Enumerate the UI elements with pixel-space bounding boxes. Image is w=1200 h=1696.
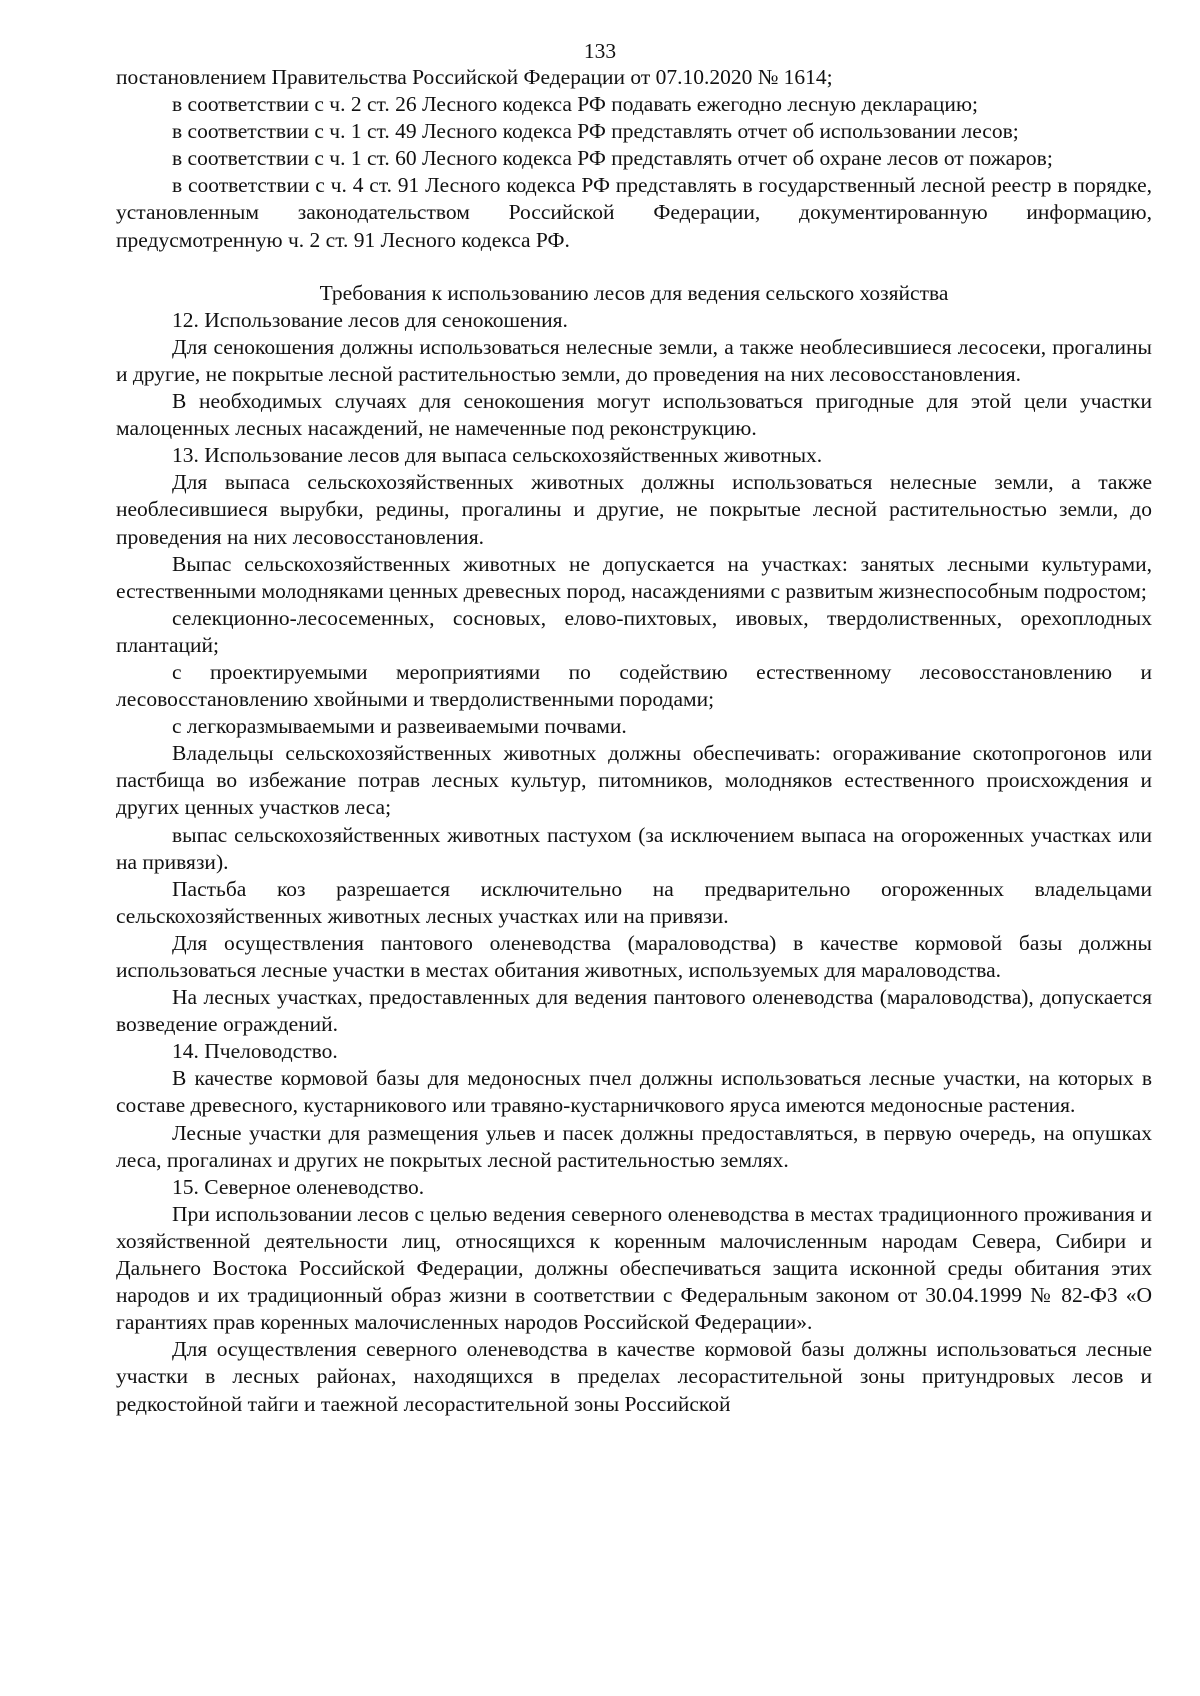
paragraph: с проектируемыми мероприятиями по содействию естественному лесовосстановлению и лесовосстановлению хвойными и твердолиственными породами; (116, 659, 1152, 712)
paragraph: В качестве кормовой базы для медоносных пчел должны использоваться лесные участки, на которых в составе древесного, кустарникового или травяно-кустарничкового яруса имеются медоносные растения. (116, 1066, 1152, 1118)
paragraph: Владельцы сельскохозяйственных животных должны обеспечивать: огораживание скотопрогонов или пастбища во избежание потрав лесных культур, питомников, молодняков естественного происхождения и других ценных участков леса; (116, 741, 1152, 820)
section-heading: Требования к использованию лесов для ведения сельского хозяйства (319, 280, 949, 305)
paragraph: 13. Использование лесов для выпаса сельскохозяйственных животных. (172, 443, 823, 468)
paragraph: Для осуществления северного оленеводства в качестве кормовой базы должны использоваться лесные участки в лесных районах, находящихся в пределах лесорастительной зоны притундровых лесов и редкостойной тайги и таежной лесорастительной зоны Российской (116, 1337, 1152, 1416)
paragraph: На лесных участках, предоставленных для ведения пантового оленеводства (мараловодства), допускается возведение ограждений. (116, 985, 1152, 1037)
paragraph: При использовании лесов с целью ведения северного оленеводства в местах традиционного проживания и хозяйственной деятельности лиц, относящихся к коренным малочисленным народам Севера, Сибири и Дальнего Востока Российской Федерации, должны обеспечиваться защита исконной среды обитания этих народов и их традиционный образ жизни в соответствии с Федеральным законом от 30.04.1999 № 82-ФЗ «О гарантиях прав коренных малочисленных народов Российской Федерации». (116, 1201, 1152, 1335)
paragraph: в соответствии с ч. 1 ст. 60 Лесного кодекса РФ представлять отчет об охране лесов от пожаров; (172, 146, 1053, 171)
paragraph: Пастьба коз разрешается исключительно на предварительно огороженных владельцами сельскохозяйственных животных лесных участках или на привязи. (116, 876, 1152, 928)
paragraph: селекционно-лесосеменных, сосновых, елово-пихтовых, ивовых, твердолиственных, орехоплодных плантаций; (116, 605, 1152, 657)
paragraph: с легкоразмываемыми и развеиваемыми почвами. (172, 714, 627, 739)
paragraph: Лесные участки для размещения ульев и пасек должны предоставляться, в первую очередь, на опушках леса, прогалинах и других не покрытых лесной растительностью землях. (116, 1120, 1152, 1172)
paragraph: Для осуществления пантового оленеводства (мараловодства) в качестве кормовой базы должны использоваться лесные участки в местах обитания животных, используемых для мараловодства. (116, 930, 1152, 982)
paragraph: в соответствии с ч. 1 ст. 49 Лесного кодекса РФ представлять отчет об использовании лесов; (172, 119, 1019, 144)
paragraph: Выпас сельскохозяйственных животных не допускается на участках: занятых лесными культурами, естественными молодняками ценных древесных пород, насаждениями с развитым жизнеспособным подростом; (116, 551, 1152, 603)
paragraph: 12. Использование лесов для сенокошения. (172, 307, 568, 332)
paragraph: В необходимых случаях для сенокошения могут использоваться пригодные для этой цели участки малоценных лесных насаждений, не намеченные под реконструкцию. (116, 389, 1152, 441)
paragraph: 15. Северное оленеводство. (172, 1174, 425, 1199)
page-number: 133 (583, 39, 617, 63)
paragraph: Для выпаса сельскохозяйственных животных должны использоваться нелесные земли, а также необлесившиеся вырубки, редины, прогалины и другие, не покрытые лесной растительностью земли, до проведения на них лесовосстановления. (116, 470, 1152, 549)
paragraph: выпас сельскохозяйственных животных пастухом (за исключением выпаса на огороженных участках или на привязи). (116, 822, 1152, 874)
paragraph: в соответствии с ч. 2 ст. 26 Лесного кодекса РФ подавать ежегодно лесную декларацию; (172, 92, 978, 117)
paragraph: 14. Пчеловодство. (172, 1039, 338, 1064)
paragraph: Для сенокошения должны использоваться нелесные земли, а также необлесившиеся лесосеки, прогалины и другие, не покрытые лесной растительностью земли, до проведения на них лесовосстановления. (116, 334, 1152, 386)
paragraph: постановлением Правительства Российской Федерации от 07.10.2020 № 1614; (116, 65, 833, 89)
document-body (116, 64, 1152, 1418)
paragraph: в соответствии с ч. 4 ст. 91 Лесного кодекса РФ представлять в государственный лесной реестр в порядке, установленным законодательством Российской Федерации, документированную информацию, предусмотренную ч. 2 ст. 91 Лесного кодекса РФ. (116, 173, 1152, 252)
